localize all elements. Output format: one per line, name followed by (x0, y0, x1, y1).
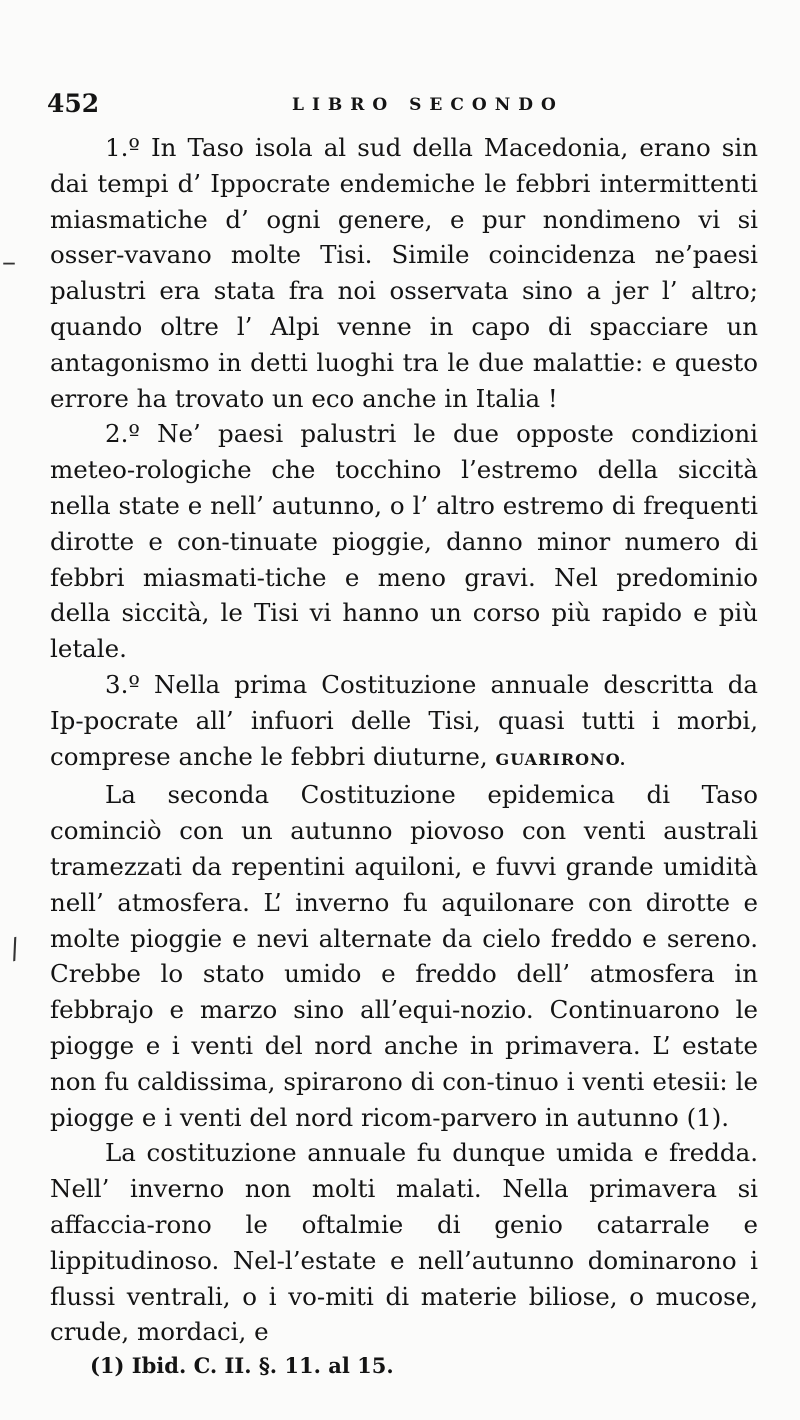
paragraph (50, 667, 758, 777)
page-number: 452 (47, 89, 100, 118)
paragraph-text: In Taso isola al sud della Macedonia, erano sin dai tempi d’ Ippocrate endemiche le febbri intermittenti miasmatiche d’ ogni genere, e pur nondimeno vi si osser-vavano molte Tisi. Simile coincidenza ne’paesi palustri era stata fra noi osservata sino a jer l’ altro; quando oltre l’ Alpi venne in capo di spacciare un antagonismo in detti luoghi tra le due malattie: e questo errore ha trovato un eco anche in Italia ! (50, 133, 758, 413)
paragraph-text: La costituzione annuale fu dunque umida e fredda. Nell’ inverno non molti malati. Nella primavera si affaccia-rono le oftalmie di genio catarrale e lippitudinoso. Nel-l’estate e nell’autunno dominarono i flussi ventrali, o i vo-miti di materie biliose, o mucose, crude, mordaci, e (50, 1138, 758, 1347)
page-header (47, 86, 757, 126)
paragraph (50, 130, 758, 416)
footnote: (1) Ibid. C. II. §. 11. al 15. (90, 1353, 394, 1378)
paragraph-text: La seconda Costituzione epidemica di Taso cominciò con un autunno piovoso con venti australi tramezzati da repentini aquiloni, e fuvvi grande umidità nell’ atmosfera. L’ inverno fu aquilonare con dirotte e molte pioggie e nevi alternate da cielo freddo e sereno. Crebbe lo stato umido e freddo dell’ atmosfera in febbrajo e marzo sino all’equi-nozio. Continuarono le piogge e i venti del nord anche in primavera. L’ estate non fu caldissima, spirarono di con-tinuo i venti etesii: le piogge e i venti del nord ricom-parvero in autunno (1). (50, 780, 758, 1132)
margin-pencil-mark: – (2, 245, 16, 278)
paragraph-number: 1.º (105, 133, 140, 162)
paragraph (50, 416, 758, 667)
body-text (50, 130, 758, 1347)
paragraph (50, 1135, 758, 1350)
paragraph-number: 2.º (105, 419, 140, 449)
margin-pencil-mark: / (5, 931, 24, 966)
paragraph-number: 3.º (105, 669, 140, 699)
running-title: LIBRO SECONDO (292, 95, 564, 115)
emphasized-word: GUARIRONO. (495, 749, 627, 769)
paragraph (50, 777, 758, 1135)
paragraph-text: Nella prima Costituzione annuale descritta da Ip-pocrate all’ infuori delle Tisi, quasi tutti i morbi, comprese anche le febbri diuturne, (50, 669, 758, 771)
paragraph-text: Ne’ paesi palustri le due opposte condizioni meteo-rologiche che tocchino l’estremo della siccità nella state e nell’ autunno, o l’ altro estremo di frequenti dirotte e con-tinuate pioggie, danno minor numero di febbri miasmati-tiche e meno gravi. Nel predominio della siccità, le Tisi vi hanno un corso più rapido e più letale. (50, 419, 758, 664)
